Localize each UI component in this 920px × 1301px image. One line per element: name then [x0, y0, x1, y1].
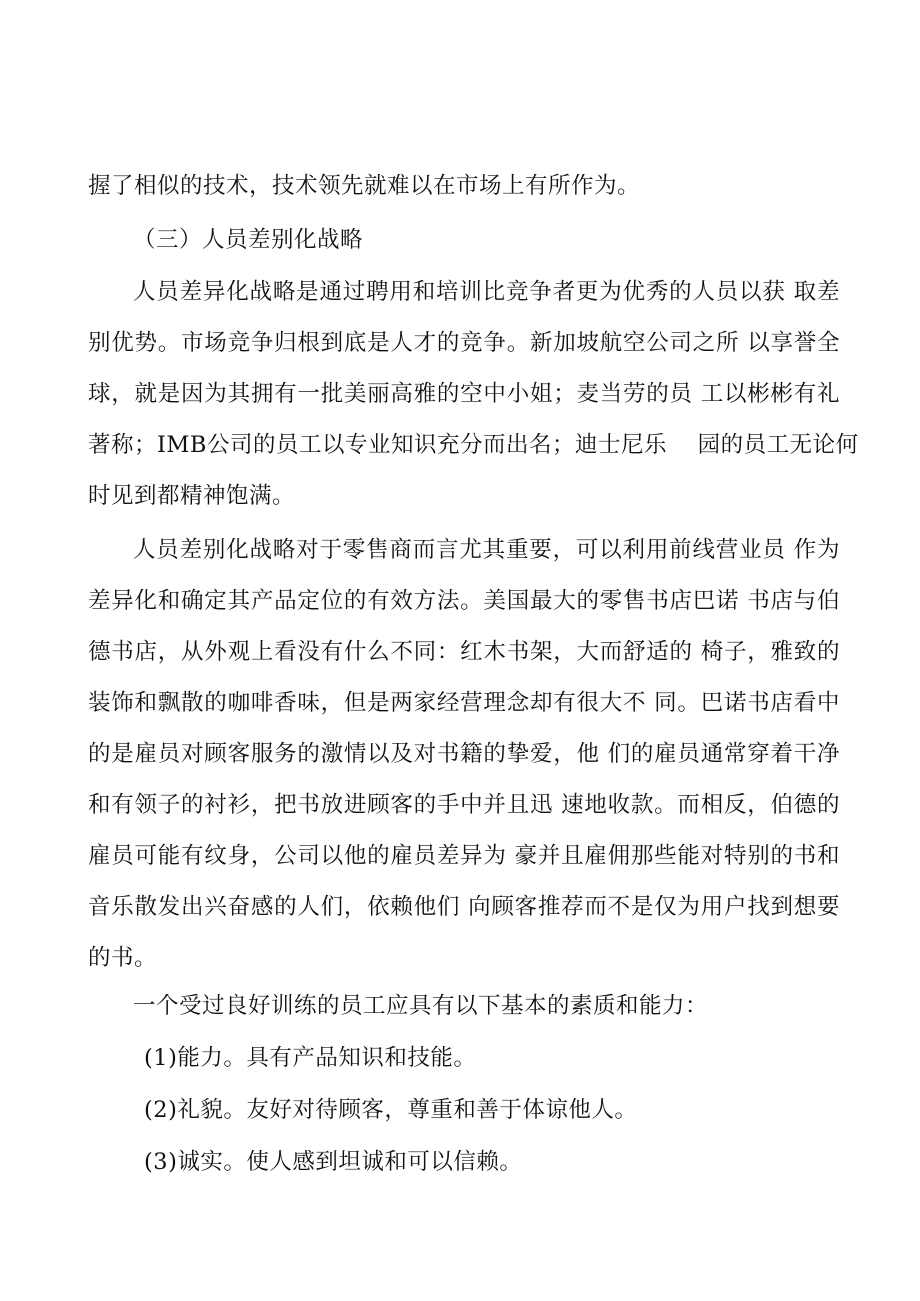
paragraph-2-line-4: 装饰和飘散的咖啡香味，但是两家经营理念却有很大不 同。巴诺书店看中: [88, 690, 840, 716]
list-item-3: (3)诚实。使人感到坦诚和可以信赖。: [144, 1149, 523, 1175]
paragraph-2-line-6: 和有领子的衬衫，把书放进顾客的手中并且迅 速地收款。而相反，伯德的: [88, 792, 840, 818]
paragraph-2-line-9: 的书。: [88, 945, 158, 971]
paragraph-2-line-2: 差异化和确定其产品定位的有效方法。美国最大的零售书店巴诺 书店与伯: [88, 588, 840, 614]
paragraph-1-line-4: 著称；IMB公司的员工以专业知识充分而出名；迪士尼乐 园的员工无论何: [88, 432, 859, 458]
paragraph-1-line-5: 时见到都精神饱满。: [88, 483, 296, 509]
paragraph-2-line-1: 人员差别化战略对于零售商而言尤其重要，可以利用前线营业员 作为: [133, 537, 840, 563]
paragraph-1-line-3: 球，就是因为其拥有一批美丽高雅的空中小姐；麦当劳的员 工以彬彬有礼: [88, 381, 840, 407]
section-heading: （三）人员差别化战略: [133, 227, 364, 253]
paragraph-1-line-2: 别优势。市场竞争归根到底是人才的竞争。新加坡航空公司之所 以享誉全: [88, 330, 840, 356]
paragraph-1-line-1: 人员差异化战略是通过聘用和培训比竞争者更为优秀的人员以获 取差: [133, 279, 840, 305]
paragraph-2-line-5: 的是雇员对顾客服务的激情以及对书籍的挚爱，他 们的雇员通常穿着干净: [88, 741, 840, 767]
paragraph-2-line-3: 德书店，从外观上看没有什么不同：红木书架，大而舒适的 椅子，雅致的: [88, 639, 840, 665]
paragraph-3-line-1: 一个受过良好训练的员工应具有以下基本的素质和能力：: [133, 993, 709, 1019]
list-item-2: (2)礼貌。友好对待顾客，尊重和善于体谅他人。: [144, 1097, 638, 1123]
list-item-1: (1)能力。具有产品知识和技能。: [144, 1045, 477, 1071]
continuation-line: 握了相似的技术，技术领先就难以在市场上有所作为。: [88, 173, 641, 199]
paragraph-2-line-7: 雇员可能有纹身，公司以他的雇员差异为 豪并且雇佣那些能对特别的书和: [88, 843, 840, 869]
paragraph-2-line-8: 音乐散发出兴奋感的人们，依赖他们 向顾客推荐而不是仅为用户找到想要: [88, 894, 840, 920]
